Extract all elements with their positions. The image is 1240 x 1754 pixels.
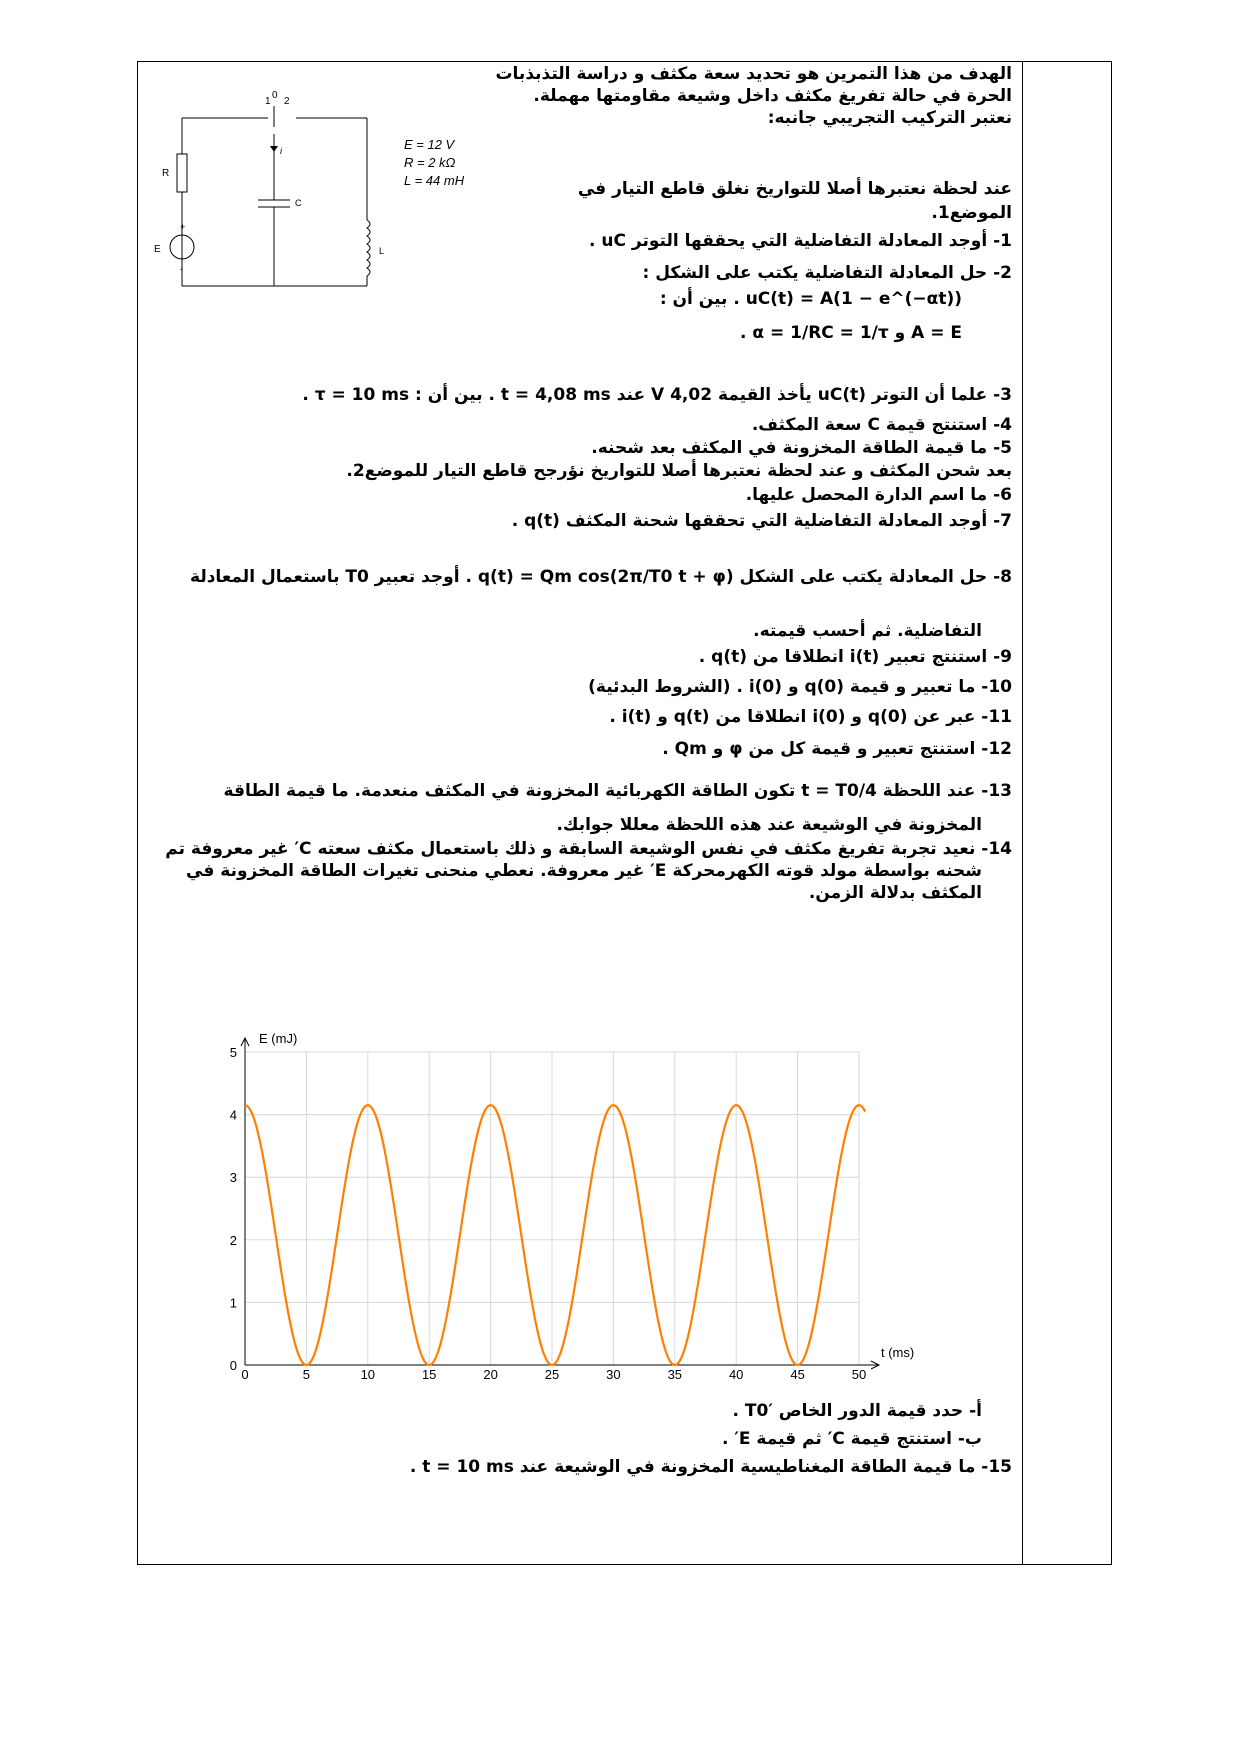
source-label: E (154, 244, 161, 255)
question-14a: 14- نعيد تجربة تفريغ مكثف في نفس الوشيعة السابقة و ذلك باستعمال مكثف سعته C′ غير معروفة تم (165, 839, 1012, 859)
question-14b-sub: ب- استنتج قيمة C′ ثم قيمة E′ . (722, 1429, 982, 1449)
node-0-label: 0 (272, 90, 278, 101)
question-6: 6- ما اسم الدارة المحصل عليها. (745, 485, 1012, 505)
y-tick-label: 1 (229, 1295, 237, 1311)
source-plus: + (180, 222, 186, 232)
question-2c: A = E و α = 1/RC = 1/τ . (740, 323, 962, 343)
x-tick-label: 5 (302, 1367, 311, 1382)
question-14c: المكثف بدلالة الزمن. (808, 883, 982, 903)
question-12: 12- استنتج تعبير و قيمة كل من φ و Qm . (662, 739, 1012, 759)
y-tick-label: 3 (229, 1170, 237, 1186)
x-tick-label: 10 (360, 1367, 376, 1382)
x-tick-label: 45 (790, 1367, 805, 1382)
question-13b: المخزونة في الوشيعة عند هذه اللحظة معللا جوابك. (556, 815, 982, 835)
x-tick-label: 30 (606, 1367, 621, 1382)
x-tick-label: 25 (544, 1367, 560, 1382)
y-tick-label: 2 (229, 1232, 237, 1248)
node-2-label: 2 (284, 96, 290, 107)
y-tick-label: 5 (229, 1045, 237, 1060)
question-4: 4- استنتج قيمة C سعة المكثف. (751, 415, 1012, 435)
intro-line-2: الحرة في حالة تفريغ مكثف داخل وشيعة مقاومتها مهملة. (533, 86, 1012, 106)
emf-value: E = 12 V (404, 137, 455, 152)
question-13a: 13- عند اللحظة t = T0/4 تكون الطاقة الكهربائية المخزونة في المكثف منعدمة. ما قيمة الطاقة (223, 781, 1012, 801)
question-8b: التفاضلية. ثم أحسب قيمته. (753, 621, 982, 641)
intro-line-1: الهدف من هذا التمرين هو تحديد سعة مكثف و دراسة التذبذبات (495, 64, 1012, 84)
question-11: 11- عبر عن q(0) و i(0) انطلاقا من q(t) و i(t) . (609, 707, 1012, 727)
x-tick-label: 50 (851, 1367, 867, 1382)
circuit-diagram (150, 90, 530, 322)
intro-line-3: نعتبر التركيب التجريبي جانبه: (767, 108, 1012, 128)
question-8a: 8- حل المعادلة يكتب على الشكل q(t) = Qm cos(2π/T0 t + φ) . أوجد تعبير T0 باستعمال المعادلة (190, 567, 1012, 587)
margin-line (1022, 61, 1023, 1565)
current-label: i (280, 146, 282, 156)
current-arrow-icon (270, 146, 278, 152)
question-14b: شحنه بواسطة مولد قوته الكهرمحركة E′ غير معروفة. نعطي منحنى تغيرات الطاقة المخزونة في (186, 861, 982, 881)
question-14a-sub: أ- حدد قيمة الدور الخاص T0′ . (732, 1401, 982, 1421)
y-axis-label: E (mJ) (259, 1031, 298, 1046)
y-tick-label: 0 (229, 1358, 237, 1373)
x-tick-label: 35 (667, 1367, 683, 1382)
x-tick-label: 15 (421, 1367, 437, 1382)
resistor-label: R (162, 168, 170, 179)
capacitor-label: C (295, 198, 302, 208)
question-3: 3- علما أن التوتر uC(t) يأخذ القيمة 4,02 V عند t = 4,08 ms . بين أن : τ = 10 ms . (302, 385, 1012, 405)
source-minus: - (180, 264, 183, 274)
question-9: 9- استنتج تعبير i(t) انطلاقا من q(t) . (698, 647, 1012, 667)
question-1: 1- أوجد المعادلة التفاضلية التي يحققها التوتر uC . (589, 231, 1012, 251)
question-15: 15- ما قيمة الطاقة المغناطيسية المخزونة في الوشيعة عند t = 10 ms . (409, 1457, 1012, 1477)
part1-lead-2: الموضع1. (931, 203, 1012, 223)
part1-lead-1: عند لحظة نعتبرها أصلا للتواريخ نغلق قاطع التيار في (577, 179, 1012, 199)
x-tick-label: 20 (483, 1367, 498, 1382)
node-1-label: 1 (265, 96, 271, 107)
y-tick-label: 4 (229, 1107, 237, 1123)
question-10: 10- ما تعبير و قيمة q(0) و i(0) . (الشروط البدئية) (588, 677, 1012, 697)
energy-curve (245, 1105, 865, 1365)
question-5: 5- ما قيمة الطاقة المخزونة في المكثف بعد شحنه. (591, 438, 1012, 458)
x-tick-label: 40 (728, 1367, 744, 1382)
question-7: 7- أوجد المعادلة التفاضلية التي تحققها شحنة المكثف q(t) . (511, 511, 1012, 531)
part2-lead: بعد شحن المكثف و عند لحظة نعتبرها أصلا للتواريخ نؤرجح قاطع التيار للموضع2. (346, 461, 1012, 481)
x-tick-label: 0 (241, 1367, 249, 1382)
resistance-value: R = 2 kΩ (404, 155, 456, 170)
question-2b: uC(t) = A(1 − e^(−αt)) . بين أن : (659, 289, 962, 309)
question-2a: 2- حل المعادلة التفاضلية يكتب على الشكل : (642, 263, 1012, 283)
inductance-value: L = 44 mH (404, 173, 465, 188)
x-axis-label: t (ms) (881, 1345, 915, 1360)
inductor-label: L (379, 246, 385, 256)
energy-chart (210, 1020, 930, 1382)
